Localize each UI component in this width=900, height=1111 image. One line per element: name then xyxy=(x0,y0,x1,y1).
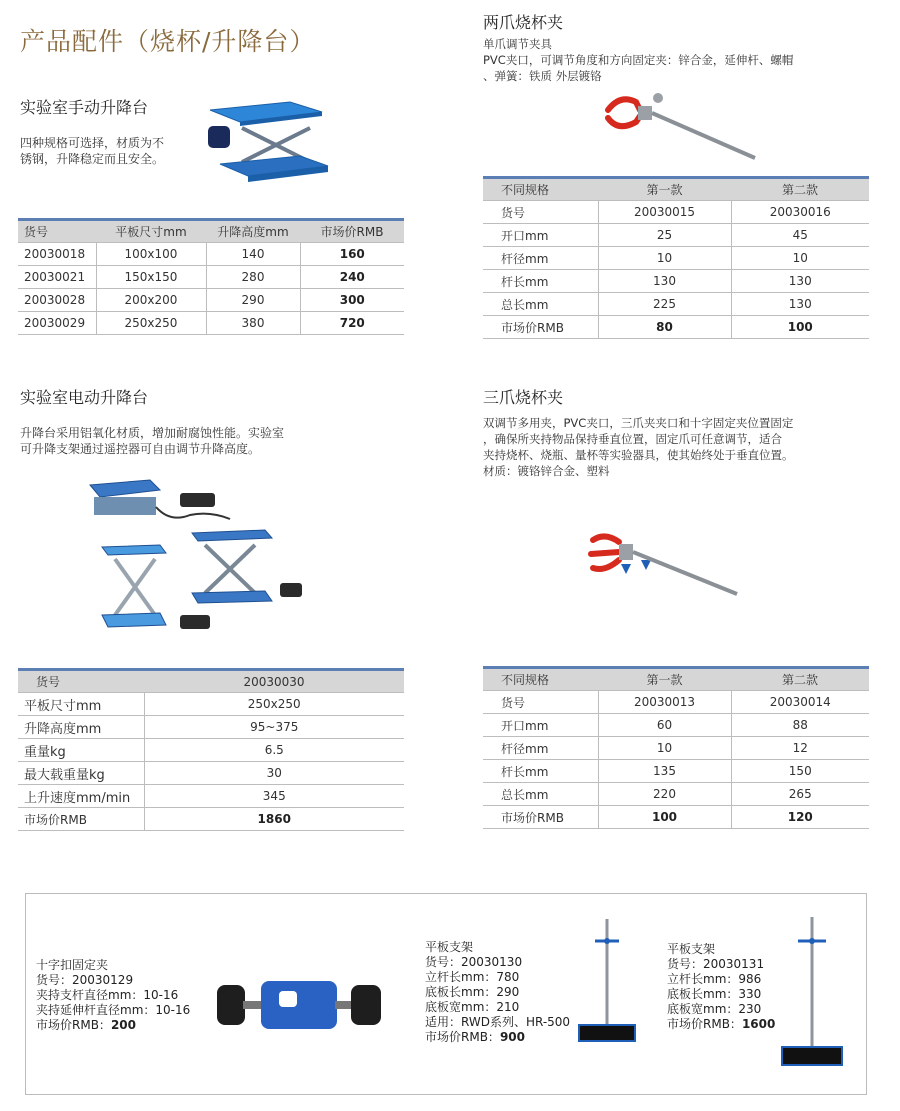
price-label: 市场价RMB： xyxy=(36,1018,111,1032)
manual-lift-title: 实验室手动升降台 xyxy=(20,98,149,117)
table-cell: 总长mm xyxy=(483,293,598,316)
table-cell: 200x200 xyxy=(96,289,206,312)
table-row xyxy=(18,693,404,716)
table-row xyxy=(18,312,404,335)
info-line: 十字扣固定夹 xyxy=(36,958,109,972)
table-cell: 45 xyxy=(731,224,869,247)
table-cell: 货号 xyxy=(483,691,598,714)
header-cell: 不同规格 xyxy=(483,178,598,201)
info-line: 立杆长mm：986 xyxy=(667,972,762,986)
info-line: 底板长mm：290 xyxy=(425,985,520,999)
table-cell: 150x150 xyxy=(96,266,206,289)
info-line xyxy=(425,1030,570,1045)
table-cell: 20030028 xyxy=(18,289,96,312)
header-cell: 升降高度mm xyxy=(206,220,300,243)
info-line: 夹持延伸杆直径mm：10-16 xyxy=(36,1003,191,1017)
info-line xyxy=(667,1017,775,1032)
info-line xyxy=(36,1018,190,1033)
table-cell: 杆径mm xyxy=(483,247,598,270)
table-row xyxy=(18,289,404,312)
table-cell: 10 xyxy=(731,247,869,270)
table-cell: 130 xyxy=(731,293,869,316)
table-cell: 20030021 xyxy=(18,266,96,289)
header-cell: 货号 xyxy=(18,670,144,693)
table-cell: 平板尺寸mm xyxy=(18,693,144,716)
price-value: 1600 xyxy=(741,1017,776,1031)
table-cell: 杆长mm xyxy=(483,270,598,293)
table-row xyxy=(483,737,869,760)
desc-line: 夹持烧杯、烧瓶、量杯等实验器具，使其始终处于垂直位置。 xyxy=(483,448,794,462)
stand-b-image xyxy=(778,913,846,1068)
table-cell: 重量kg xyxy=(18,739,144,762)
price-cell: 80 xyxy=(598,316,731,339)
table-row xyxy=(483,783,869,806)
table-row xyxy=(18,266,404,289)
table-row xyxy=(483,293,869,316)
info-line: 夹持支杆直径mm：10-16 xyxy=(36,988,179,1002)
table-cell: 上升速度mm/min xyxy=(18,785,144,808)
price-cell: 720 xyxy=(300,312,404,335)
table-cell: 290 xyxy=(206,289,300,312)
table-cell: 20030029 xyxy=(18,312,96,335)
price-cell: 160 xyxy=(300,243,404,266)
table-row xyxy=(18,243,404,266)
table-cell: 杆径mm xyxy=(483,737,598,760)
stand-b-info xyxy=(667,942,775,1032)
table-row xyxy=(483,247,869,270)
table-row xyxy=(483,316,869,339)
two-claw-table xyxy=(483,176,869,339)
table-row xyxy=(483,201,869,224)
table-cell: 市场价RMB xyxy=(483,806,598,829)
info-line: 立杆长mm：780 xyxy=(425,970,520,984)
desc-line: ，确保所夹持物品保持垂直位置，固定爪可任意调节，适合 xyxy=(483,432,782,446)
table-cell: 升降高度mm xyxy=(18,716,144,739)
header-cell: 平板尺寸mm xyxy=(96,220,206,243)
table-cell: 130 xyxy=(598,270,731,293)
table-cell: 货号 xyxy=(483,201,598,224)
info-line: 货号：20030130 xyxy=(425,955,523,969)
table-cell: 95~375 xyxy=(144,716,404,739)
table-cell: 20030015 xyxy=(598,201,731,224)
desc-line: 可升降支架通过遥控器可自由调节升降高度。 xyxy=(20,442,261,456)
table-cell: 225 xyxy=(598,293,731,316)
table-cell: 开口mm xyxy=(483,224,598,247)
cross-clamp-info xyxy=(36,958,190,1033)
electric-lift-desc xyxy=(20,425,284,457)
table-cell: 10 xyxy=(598,247,731,270)
table-row xyxy=(483,691,869,714)
price-label: 市场价RMB： xyxy=(425,1030,500,1044)
two-claw-title: 两爪烧杯夹 xyxy=(483,13,564,32)
desc-line: 锈钢，升降稳定而且安全。 xyxy=(20,152,165,166)
info-line: 货号：20030131 xyxy=(667,957,765,971)
table-cell: 220 xyxy=(598,783,731,806)
table-cell: 10 xyxy=(598,737,731,760)
info-line: 货号：20030129 xyxy=(36,973,134,987)
price-label: 市场价RMB： xyxy=(667,1017,742,1031)
two-claw-image xyxy=(600,88,765,168)
table-cell: 135 xyxy=(598,760,731,783)
three-claw-title: 三爪烧杯夹 xyxy=(483,388,564,407)
price-cell: 1860 xyxy=(144,808,404,831)
table-cell: 总长mm xyxy=(483,783,598,806)
table-cell: 60 xyxy=(598,714,731,737)
header-cell: 第一款 xyxy=(598,668,731,691)
table-cell: 88 xyxy=(731,714,869,737)
header-cell: 不同规格 xyxy=(483,668,598,691)
info-line: 底板长mm：330 xyxy=(667,987,762,1001)
table-cell: 100x100 xyxy=(96,243,206,266)
table-cell: 最大载重量kg xyxy=(18,762,144,785)
three-claw-desc xyxy=(483,415,794,479)
table-row xyxy=(18,739,404,762)
price-cell: 240 xyxy=(300,266,404,289)
table-cell: 380 xyxy=(206,312,300,335)
price-cell: 300 xyxy=(300,289,404,312)
table-row xyxy=(483,224,869,247)
stand-a-info xyxy=(425,940,570,1045)
table-cell: 250x250 xyxy=(96,312,206,335)
electric-lift-title: 实验室电动升降台 xyxy=(20,388,149,407)
table-cell: 20030014 xyxy=(731,691,869,714)
price-cell: 120 xyxy=(731,806,869,829)
table-cell: 30 xyxy=(144,762,404,785)
manual-lift-image xyxy=(200,96,330,186)
header-cell: 第二款 xyxy=(731,668,869,691)
table-row xyxy=(483,806,869,829)
price-cell: 100 xyxy=(598,806,731,829)
table-cell: 6.5 xyxy=(144,739,404,762)
table-row xyxy=(18,762,404,785)
desc-line: 单爪调节夹具 xyxy=(483,37,552,51)
info-line: 平板支架 xyxy=(425,940,474,954)
table-row xyxy=(483,714,869,737)
header-cell: 第二款 xyxy=(731,178,869,201)
table-cell: 20030016 xyxy=(731,201,869,224)
three-claw-table xyxy=(483,666,869,829)
desc-line: PVC夹口，可调节角度和方向固定夹：锌合金，延伸杆、螺帽 xyxy=(483,53,794,67)
price-cell: 100 xyxy=(731,316,869,339)
three-claw-image xyxy=(585,528,745,603)
table-cell: 150 xyxy=(731,760,869,783)
info-line: 平板支架 xyxy=(667,942,716,956)
table-cell: 265 xyxy=(731,783,869,806)
table-cell: 250x250 xyxy=(144,693,404,716)
table-cell: 开口mm xyxy=(483,714,598,737)
table-cell: 20030013 xyxy=(598,691,731,714)
electric-lift-image xyxy=(80,475,310,640)
table-cell: 杆长mm xyxy=(483,760,598,783)
price-value: 900 xyxy=(499,1030,525,1044)
price-value: 200 xyxy=(110,1018,136,1032)
table-cell: 市场价RMB xyxy=(18,808,144,831)
manual-lift-table xyxy=(18,218,404,335)
info-line: 底板宽mm：230 xyxy=(667,1002,762,1016)
header-cell: 市场价RMB xyxy=(300,220,404,243)
table-cell: 20030018 xyxy=(18,243,96,266)
stand-a-image xyxy=(575,915,640,1045)
electric-lift-table xyxy=(18,668,404,831)
table-cell: 市场价RMB xyxy=(483,316,598,339)
header-cell: 20030030 xyxy=(144,670,404,693)
manual-lift-desc xyxy=(20,135,164,167)
desc-line: 、弹簧：铁质 外层镀铬 xyxy=(483,69,602,83)
header-cell: 货号 xyxy=(18,220,96,243)
cross-clamp-image xyxy=(215,975,385,1035)
info-line: 适用：RWD系列、HR-500 xyxy=(425,1015,571,1029)
desc-line: 双调节多用夹，PVC夹口，三爪夹夹口和十字固定夹位置固定 xyxy=(483,416,794,430)
table-cell: 280 xyxy=(206,266,300,289)
table-row xyxy=(18,785,404,808)
table-cell: 12 xyxy=(731,737,869,760)
desc-line: 四种规格可选择，材质为不 xyxy=(20,136,165,150)
info-line: 底板宽mm：210 xyxy=(425,1000,520,1014)
table-cell: 25 xyxy=(598,224,731,247)
table-row xyxy=(18,808,404,831)
table-row xyxy=(483,760,869,783)
table-cell: 345 xyxy=(144,785,404,808)
table-cell: 130 xyxy=(731,270,869,293)
two-claw-desc xyxy=(483,36,793,84)
desc-line: 材质：镀铬锌合金、塑料 xyxy=(483,464,610,478)
desc-line: 升降台采用铝氧化材质，增加耐腐蚀性能。实验室 xyxy=(20,426,285,440)
page-title: 产品配件（烧杯/升降台） xyxy=(20,27,316,56)
table-row xyxy=(18,716,404,739)
table-cell: 140 xyxy=(206,243,300,266)
header-cell: 第一款 xyxy=(598,178,731,201)
table-row xyxy=(483,270,869,293)
